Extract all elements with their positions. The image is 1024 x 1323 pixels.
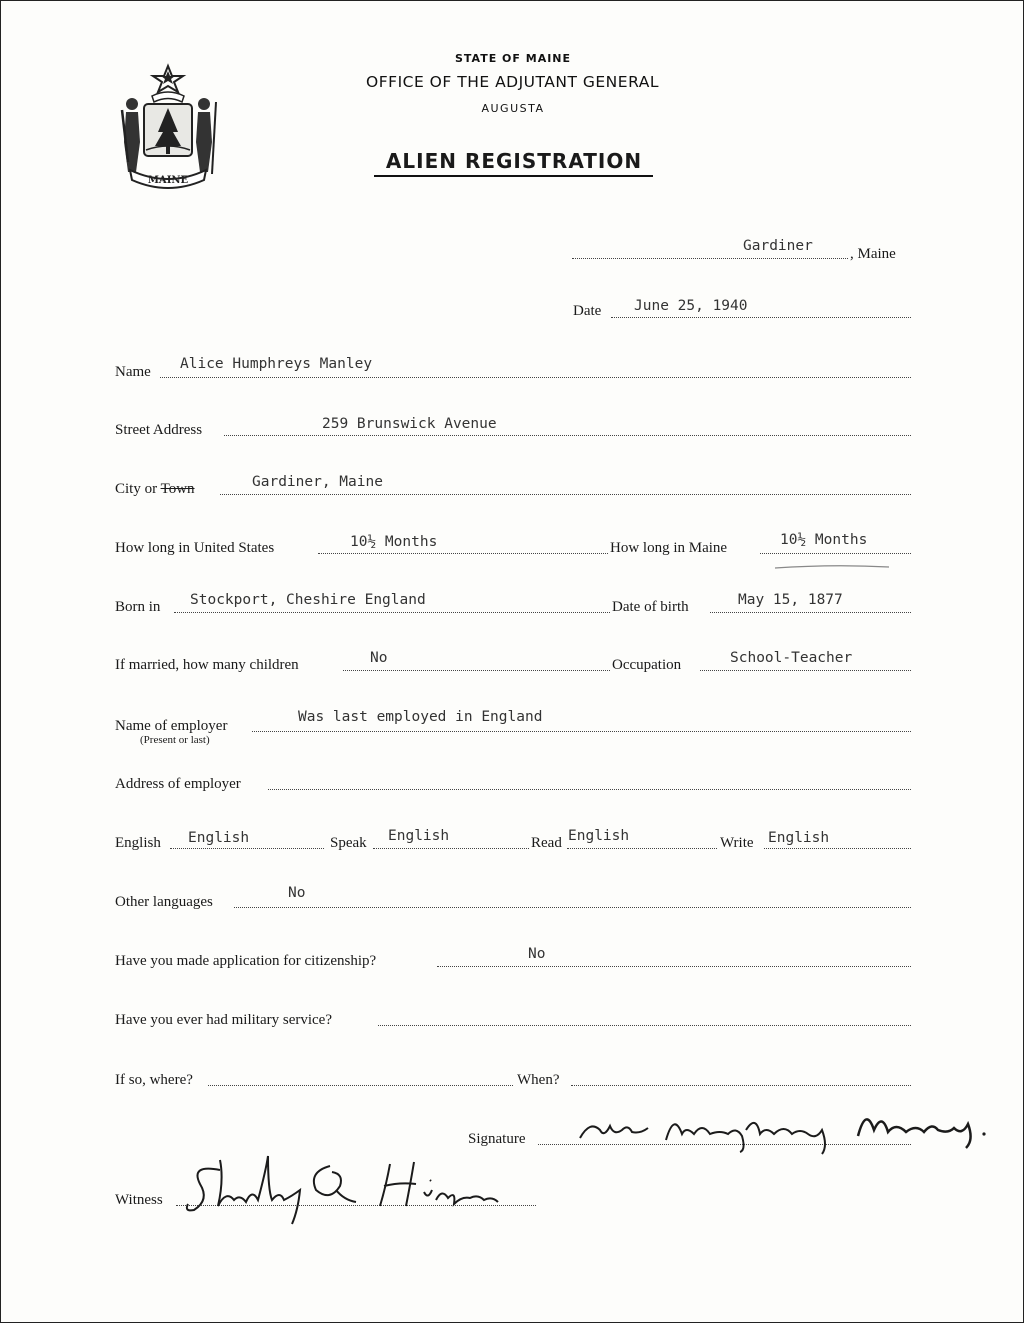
employer-label: Name of employer	[115, 718, 228, 734]
occupation-value: School-Teacher	[730, 650, 853, 666]
how-long-us-value: 10½ Months	[350, 534, 438, 550]
how-long-me-line	[760, 553, 911, 554]
children-line	[343, 670, 610, 671]
date-label: Date	[573, 303, 602, 319]
dob-line	[710, 612, 911, 613]
signature-label: Signature	[468, 1131, 526, 1147]
children-value: No	[370, 650, 388, 666]
occupation-line	[700, 670, 911, 671]
how-long-me-value: 10½ Months	[780, 532, 868, 548]
city-line	[220, 494, 911, 495]
header-city: AUGUSTA	[481, 102, 545, 115]
read-value: English	[568, 828, 630, 844]
employer-line	[252, 731, 911, 732]
employer-address-label: Address of employer	[115, 776, 241, 792]
where-label: If so, where?	[115, 1072, 193, 1088]
name-label: Name	[115, 364, 151, 380]
write-line	[764, 848, 911, 849]
employer-address-line	[268, 789, 911, 790]
english-value: English	[188, 830, 250, 846]
witness-label: Witness	[115, 1192, 163, 1208]
town-value: Gardiner	[743, 238, 813, 254]
write-label: Write	[720, 835, 754, 851]
speak-line	[373, 848, 529, 849]
speak-value: English	[388, 828, 450, 844]
witness-handwriting-icon	[180, 1150, 520, 1230]
how-long-me-label: How long in Maine	[610, 540, 728, 556]
read-line	[567, 848, 717, 849]
when-label: When?	[517, 1072, 560, 1088]
employer-value: Was last employed in England	[298, 709, 543, 725]
how-long-us-line	[318, 553, 608, 554]
other-languages-line	[234, 907, 911, 908]
city-label-text: City or	[115, 481, 158, 497]
form-title: ALIEN REGISTRATION	[385, 149, 643, 173]
street-label: Street Address	[115, 422, 203, 438]
title-underline	[374, 175, 653, 177]
date-line	[611, 317, 911, 318]
write-value: English	[768, 830, 830, 846]
date-value: June 25, 1940	[634, 298, 748, 314]
citizenship-line	[437, 966, 911, 967]
other-languages-label: Other languages	[115, 894, 213, 910]
pencil-stroke-icon	[773, 563, 893, 571]
citizenship-label: Have you made application for citizenship?	[115, 953, 377, 969]
english-line	[170, 848, 324, 849]
header-office: OFFICE OF THE ADJUTANT GENERAL	[366, 73, 659, 91]
dob-label: Date of birth	[612, 599, 689, 615]
name-line	[160, 377, 911, 378]
svg-text:MAINE: MAINE	[147, 175, 189, 186]
state-seal-icon	[112, 62, 224, 192]
city-label	[115, 481, 195, 498]
town-struck-label: Town	[160, 481, 195, 497]
military-label: Have you ever had military service?	[115, 1012, 332, 1028]
english-label: English	[115, 835, 161, 851]
employer-sublabel: (Present or last)	[140, 734, 210, 746]
town-line	[572, 258, 848, 259]
when-line	[571, 1085, 911, 1086]
signature-handwriting-icon	[570, 1100, 1000, 1160]
born-line	[174, 612, 610, 613]
read-label: Read	[531, 835, 562, 851]
born-value: Stockport, Cheshire England	[190, 592, 426, 608]
where-line	[208, 1085, 513, 1086]
dob-value: May 15, 1877	[738, 592, 843, 608]
citizenship-value: No	[528, 946, 546, 962]
street-value: 259 Brunswick Avenue	[322, 416, 497, 432]
city-value: Gardiner, Maine	[252, 474, 383, 490]
born-label: Born in	[115, 599, 161, 615]
military-line	[378, 1025, 911, 1026]
speak-label: Speak	[330, 835, 367, 851]
name-value: Alice Humphreys Manley	[180, 356, 373, 372]
how-long-us-label: How long in United States	[115, 540, 275, 556]
header-state: STATE OF MAINE	[454, 52, 572, 65]
town-suffix: , Maine	[850, 246, 896, 262]
occupation-label: Occupation	[612, 657, 682, 673]
street-line	[224, 435, 911, 436]
children-label: If married, how many children	[115, 657, 299, 673]
other-languages-value: No	[288, 885, 306, 901]
